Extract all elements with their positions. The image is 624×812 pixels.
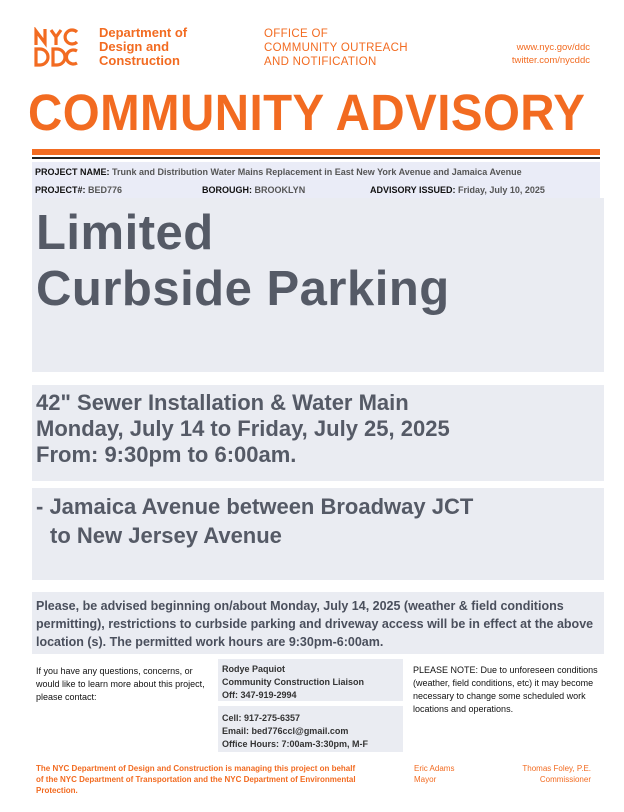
advisory-issued bbox=[370, 185, 545, 195]
mayor-title: Mayor bbox=[414, 775, 437, 784]
advisory-paragraph: Please, be advised beginning on/about Monday, July 14, 2025 (weather & field conditions permitting), restrictions to curbside parking and driveway access will be in effect at the above location (s). The permitted work hours are 9:30pm-6:00am. bbox=[36, 599, 594, 649]
office-line: AND NOTIFICATION bbox=[264, 56, 377, 68]
headline-line: Curbside Parking bbox=[36, 262, 450, 316]
work-details bbox=[36, 390, 450, 468]
location-line: - Jamaica Avenue between Broadway JCT bbox=[36, 494, 474, 519]
advisory-banner: COMMUNITY ADVISORY bbox=[28, 84, 586, 141]
twitter-link[interactable]: twitter.com/nycddc bbox=[511, 55, 590, 66]
nyc-ddc-logo bbox=[33, 27, 93, 67]
orange-rule bbox=[32, 149, 600, 155]
department-name bbox=[99, 26, 187, 68]
commissioner-credit bbox=[522, 763, 591, 785]
office-name bbox=[264, 27, 408, 69]
commissioner-title: Commissioner bbox=[539, 775, 591, 784]
commissioner-name: Thomas Foley, P.E. bbox=[522, 764, 591, 773]
location-line: to New Jersey Avenue bbox=[50, 523, 282, 548]
contact-hours: Office Hours: 7:00am-3:30pm, M-F bbox=[222, 739, 369, 749]
please-note: PLEASE NOTE: Due to unforeseen conditions (weather, field conditions, etc) it may become necessary to change some scheduled work locations and operations. bbox=[413, 665, 598, 714]
issued-value: Friday, July 10, 2025 bbox=[458, 185, 545, 195]
contact-question: If you have any questions, concerns, or would like to learn more about this project, please contact: bbox=[36, 666, 205, 702]
contact-more bbox=[222, 712, 368, 751]
headline bbox=[36, 205, 450, 317]
website-link[interactable]: www.nyc.gov/ddc bbox=[516, 42, 590, 53]
work-dates: Monday, July 14 to Friday, July 25, 2025 bbox=[36, 416, 450, 441]
borough-value: BROOKLYN bbox=[254, 185, 306, 195]
project-name bbox=[35, 167, 522, 177]
issued-label: ADVISORY ISSUED: bbox=[370, 185, 456, 195]
mayor-credit bbox=[414, 763, 454, 785]
borough-label: BOROUGH: bbox=[202, 185, 252, 195]
department-line: Department of bbox=[99, 25, 188, 40]
project-number-label: PROJECT#: bbox=[35, 185, 86, 195]
work-location bbox=[36, 492, 473, 550]
project-number-value: BED776 bbox=[88, 185, 123, 195]
contact-title: Community Construction Liaison bbox=[222, 677, 365, 687]
project-name-value: Trunk and Distribution Water Mains Replacement in East New York Avenue and Jamaica Avenue bbox=[112, 167, 522, 177]
contact-cell-phone: Cell: 917-275-6357 bbox=[222, 713, 301, 723]
footer-statement: The NYC Department of Design and Construction is managing this project on behalf of the NYC Department of Transportation and the NYC Department of Environmental Protection. bbox=[36, 764, 356, 795]
project-number bbox=[35, 185, 122, 195]
project-borough bbox=[202, 185, 305, 195]
contact-office-phone: Off: 347-919-2994 bbox=[222, 690, 297, 700]
work-hours: From: 9:30pm to 6:00am. bbox=[36, 442, 297, 467]
office-line: COMMUNITY OUTREACH bbox=[264, 42, 408, 54]
work-type: 42" Sewer Installation & Water Main bbox=[36, 390, 409, 415]
project-name-label: PROJECT NAME: bbox=[35, 167, 110, 177]
contact-email[interactable]: Email: bed776ccl@gmail.com bbox=[222, 726, 349, 736]
black-rule bbox=[32, 157, 600, 159]
department-line: Design and bbox=[99, 39, 170, 54]
office-line: OFFICE OF bbox=[264, 28, 329, 40]
contact-name: Rodye Paquiot bbox=[222, 664, 286, 674]
contact-info bbox=[222, 663, 364, 702]
department-line: Construction bbox=[99, 53, 180, 68]
headline-line: Limited bbox=[36, 206, 214, 260]
mayor-name: Eric Adams bbox=[414, 764, 455, 773]
header-links bbox=[512, 41, 590, 67]
